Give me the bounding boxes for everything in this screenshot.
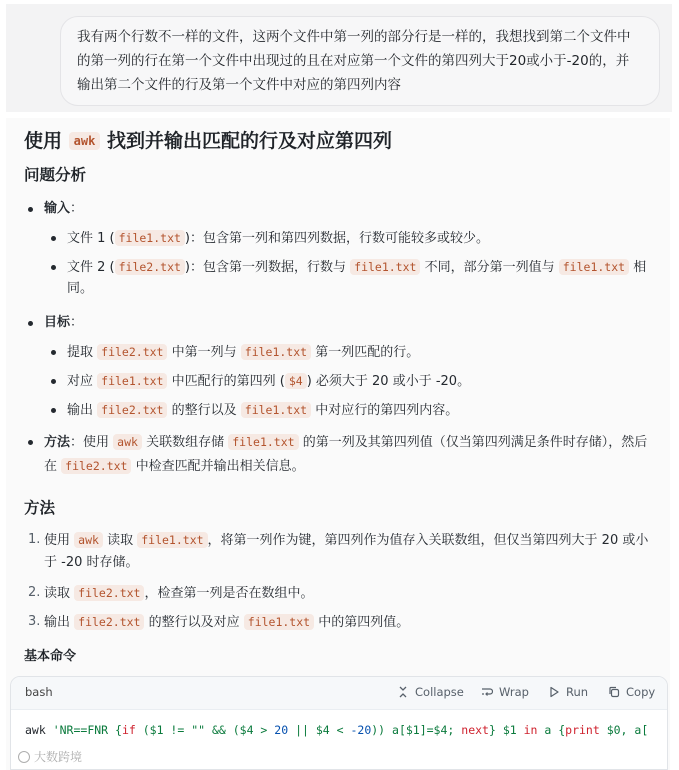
text: )：包含第一列数据，行数与 (184, 260, 346, 275)
text: 的第一列及其第四列值（仅当第四列满足条件时存储），然后 (302, 435, 648, 450)
code-token: -20 (350, 723, 372, 737)
code-token: if (121, 723, 136, 737)
ordered-item (28, 612, 410, 633)
list-item (44, 313, 83, 333)
text: ，将第一列作为键，第四列作为值存入关联数组，但仅当第四列大于 20 或小 (207, 533, 649, 548)
text: 对应 (67, 374, 94, 389)
run-button[interactable] (548, 685, 588, 699)
list-item (67, 257, 646, 278)
answer-title (24, 127, 392, 155)
text: 提取 (67, 345, 94, 360)
inline-code: file1.txt (228, 434, 298, 450)
text: ，检查第一列是否在数组中。 (144, 586, 314, 601)
code-token: )) a[$1]=$4; (371, 723, 462, 737)
text: 中检查匹配并输出相关信息。 (135, 459, 305, 474)
bold-label: 目标 (44, 315, 71, 330)
inline-code: file2.txt (115, 259, 185, 275)
text: 的整行以及对应 (148, 615, 240, 630)
text: 使用 (44, 533, 71, 548)
inline-code: file2.txt (74, 614, 144, 630)
bold-label: 方法 (44, 435, 71, 450)
list-item (44, 432, 647, 453)
approach-heading: 方法 (24, 499, 56, 517)
watermark-text: 大数跨境 (34, 750, 83, 764)
list-item (44, 199, 83, 219)
inline-code: file2.txt (97, 344, 167, 360)
code-token: 'NR==FNR { (52, 723, 122, 737)
text: 第一列匹配的行。 (315, 345, 420, 360)
text: ： (70, 315, 84, 330)
code-token: 20 (274, 723, 289, 737)
copy-label: Copy (626, 685, 656, 699)
text: ： (70, 201, 84, 216)
text: 相 (633, 260, 647, 275)
title-text: 使用 (24, 130, 63, 152)
text: 不同，部分第一列值与 (424, 260, 555, 275)
code-block (10, 676, 668, 770)
analysis-heading: 问题分析 (24, 166, 87, 184)
inline-code: awk (113, 434, 142, 450)
inline-code: awk (69, 132, 101, 150)
code-token: next (461, 723, 489, 737)
collapse-label: Collapse (415, 685, 464, 699)
copy-icon (608, 686, 620, 698)
code-block-header (11, 677, 667, 710)
code-token: awk (25, 723, 53, 737)
inline-code: file1.txt (241, 344, 311, 360)
text: 输出 (44, 615, 71, 630)
list-item (67, 342, 419, 363)
code-token: print (565, 723, 600, 737)
inline-code: file1.txt (241, 402, 311, 418)
text: 文件 2 ( (67, 260, 115, 275)
text: 输出 (67, 403, 94, 418)
text: ) 必须大于 20 或小于 -20。 (306, 374, 471, 389)
list-item (67, 400, 458, 421)
user-message-line: 的第一列的行在第一个文件中出现过的且在对应第一个文件的第四列大于20或小于-20的，并 (77, 53, 630, 69)
text: 中匹配行的第四列 ( (171, 374, 285, 389)
user-message-line: 输出第二个文件的行及第一个文件中对应的第四列内容 (77, 77, 401, 93)
code-token: $0, a[ (599, 723, 649, 737)
text: 中第一列与 (171, 345, 237, 360)
text: 读取 (107, 533, 134, 548)
ordered-item-wrap: 于 -20 时存储。 (44, 555, 139, 570)
code-token: a { (537, 723, 566, 737)
code-token: in (523, 723, 538, 737)
wrap-label: Wrap (499, 685, 529, 699)
inline-code: file2.txt (97, 402, 167, 418)
code-language: bash (25, 685, 53, 699)
ordered-item (28, 530, 649, 551)
text: 中对应行的第四列内容。 (315, 403, 459, 418)
inline-code: file1.txt (559, 259, 629, 275)
item-number: 2. (28, 585, 41, 600)
bold-label: 输入 (44, 201, 71, 216)
list-item-wrap (44, 456, 305, 477)
code-token: ($1 != "" && ($4 > (135, 723, 275, 737)
inline-code: file1.txt (115, 230, 185, 246)
item-number: 3. (28, 614, 41, 629)
inline-code: file1.txt (137, 532, 207, 548)
code-line (25, 723, 648, 737)
text: 读取 (44, 586, 71, 601)
text: 文件 1 ( (67, 231, 115, 246)
basic-command-heading: 基本命令 (24, 649, 77, 664)
title-text: 找到并输出匹配的行及对应第四列 (106, 130, 392, 152)
list-item-wrap: 同。 (67, 281, 94, 296)
list-item (67, 371, 470, 392)
inline-code: file2.txt (74, 585, 144, 601)
copy-button[interactable] (608, 685, 655, 699)
collapse-icon (397, 686, 409, 698)
wrap-icon (481, 686, 493, 698)
text: 的整行以及 (171, 403, 237, 418)
code-token: || $4 < (288, 723, 351, 737)
user-message-line: 我有两个行数不一样的文件，这两个文件中第一列的部分行是一样的，我想找到第二个文件中 (77, 29, 631, 45)
run-label: Run (566, 685, 589, 699)
item-number: 1. (28, 532, 41, 547)
inline-code: file1.txt (244, 614, 314, 630)
inline-code: file1.txt (97, 373, 167, 389)
list-item (67, 228, 489, 249)
text: 在 (44, 459, 58, 474)
code-token: } $1 (488, 723, 524, 737)
collapse-button[interactable] (397, 685, 464, 699)
ordered-item (28, 583, 314, 604)
text: 关联数组存储 (146, 435, 225, 450)
text: )：包含第一列和第四列数据，行数可能较多或较少。 (184, 231, 489, 246)
inline-code: file1.txt (350, 259, 420, 275)
user-message-bubble (60, 16, 660, 106)
text: ：使用 (70, 435, 110, 450)
play-icon (548, 686, 560, 698)
watermark (18, 748, 82, 765)
inline-code: awk (74, 532, 103, 548)
watermark-logo-icon (18, 751, 30, 763)
wrap-button[interactable] (481, 685, 529, 699)
text: 中的第四列值。 (318, 615, 410, 630)
inline-code: file2.txt (61, 458, 131, 474)
inline-code: $4 (285, 373, 307, 389)
